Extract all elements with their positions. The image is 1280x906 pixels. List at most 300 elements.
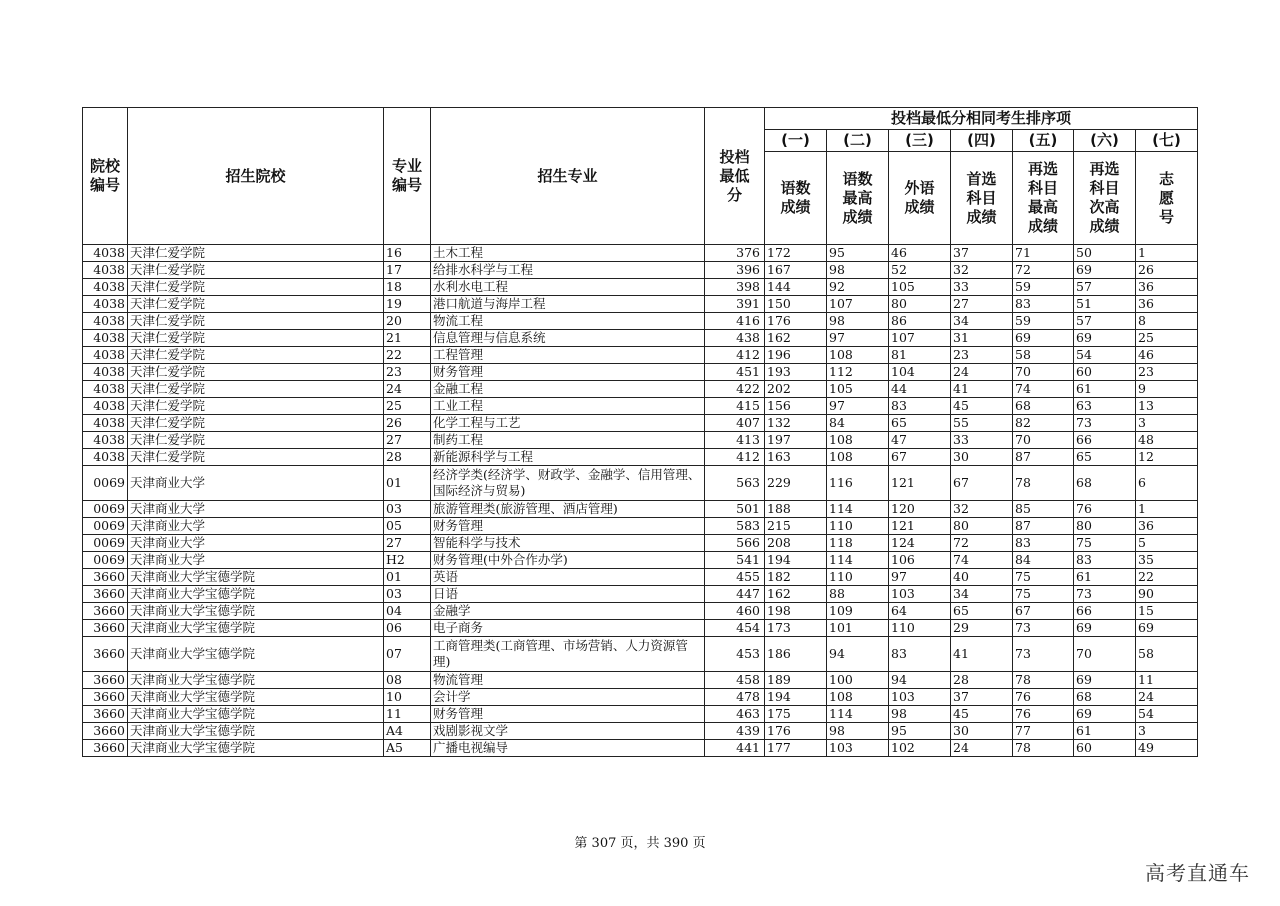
order-3-cell: 64	[889, 603, 951, 620]
school-code-cell: 0069	[83, 535, 128, 552]
min-score-cell: 501	[705, 501, 765, 518]
order-7-cell: 58	[1136, 637, 1198, 672]
order-2-cell: 103	[827, 740, 889, 757]
order-2-cell: 114	[827, 706, 889, 723]
major-code-cell: 16	[384, 245, 431, 262]
school-code-cell: 4038	[83, 330, 128, 347]
school-name-cell: 天津商业大学	[128, 501, 384, 518]
major-code-cell: 10	[384, 689, 431, 706]
order-7-cell: 90	[1136, 586, 1198, 603]
order-4-cell: 74	[951, 552, 1013, 569]
order-5-cell: 83	[1013, 296, 1074, 313]
header-major-name: 招生专业	[431, 108, 705, 245]
order-4-cell: 45	[951, 706, 1013, 723]
header-order-number: (四)	[951, 130, 1013, 152]
school-code-cell: 3660	[83, 740, 128, 757]
order-5-cell: 76	[1013, 706, 1074, 723]
order-4-cell: 32	[951, 262, 1013, 279]
header-order-number: (二)	[827, 130, 889, 152]
order-7-cell: 3	[1136, 415, 1198, 432]
major-code-cell: 11	[384, 706, 431, 723]
header-order-label-text: 志 愿 号	[1158, 169, 1174, 226]
order-4-cell: 30	[951, 723, 1013, 740]
order-2-cell: 112	[827, 364, 889, 381]
order-1-cell: 202	[765, 381, 827, 398]
order-3-cell: 98	[889, 706, 951, 723]
table-row	[83, 706, 1198, 723]
school-name-cell: 天津商业大学	[128, 466, 384, 501]
order-6-cell: 57	[1074, 313, 1136, 330]
order-1-cell: 229	[765, 466, 827, 501]
order-6-cell: 69	[1074, 620, 1136, 637]
order-6-cell: 83	[1074, 552, 1136, 569]
order-1-cell: 162	[765, 586, 827, 603]
order-4-cell: 37	[951, 245, 1013, 262]
order-3-cell: 102	[889, 740, 951, 757]
school-code-cell: 3660	[83, 706, 128, 723]
major-name-cell: 工程管理	[431, 347, 705, 364]
order-7-cell: 36	[1136, 279, 1198, 296]
major-code-cell: 01	[384, 466, 431, 501]
order-2-cell: 110	[827, 518, 889, 535]
order-7-cell: 6	[1136, 466, 1198, 501]
order-5-cell: 59	[1013, 313, 1074, 330]
table-row	[83, 535, 1198, 552]
order-6-cell: 69	[1074, 672, 1136, 689]
order-4-cell: 65	[951, 603, 1013, 620]
min-score-cell: 455	[705, 569, 765, 586]
order-3-cell: 124	[889, 535, 951, 552]
order-6-cell: 63	[1074, 398, 1136, 415]
order-3-cell: 80	[889, 296, 951, 313]
school-code-cell: 0069	[83, 466, 128, 501]
major-name-cell: 港口航道与海岸工程	[431, 296, 705, 313]
order-3-cell: 120	[889, 501, 951, 518]
order-5-cell: 75	[1013, 586, 1074, 603]
order-1-cell: 175	[765, 706, 827, 723]
school-name-cell: 天津商业大学宝德学院	[128, 706, 384, 723]
school-name-cell: 天津仁爱学院	[128, 398, 384, 415]
order-2-cell: 109	[827, 603, 889, 620]
table-row	[83, 518, 1198, 535]
min-score-cell: 412	[705, 449, 765, 466]
school-code-cell: 3660	[83, 620, 128, 637]
order-5-cell: 87	[1013, 518, 1074, 535]
order-7-cell: 35	[1136, 552, 1198, 569]
min-score-cell: 453	[705, 637, 765, 672]
order-3-cell: 97	[889, 569, 951, 586]
major-code-cell: 27	[384, 432, 431, 449]
order-5-cell: 69	[1013, 330, 1074, 347]
header-school-code-text: 院校 编号	[89, 157, 120, 194]
header-order-label-text: 再选 科目 次高 成绩	[1089, 160, 1120, 235]
header-min-score	[705, 108, 765, 245]
order-6-cell: 69	[1074, 330, 1136, 347]
header-order-number: (五)	[1013, 130, 1074, 152]
order-5-cell: 82	[1013, 415, 1074, 432]
order-3-cell: 121	[889, 518, 951, 535]
major-code-cell: 27	[384, 535, 431, 552]
school-code-cell: 4038	[83, 296, 128, 313]
order-7-cell: 46	[1136, 347, 1198, 364]
order-4-cell: 41	[951, 637, 1013, 672]
order-2-cell: 97	[827, 330, 889, 347]
order-2-cell: 101	[827, 620, 889, 637]
major-name-cell: 财务管理(中外合作办学)	[431, 552, 705, 569]
school-name-cell: 天津仁爱学院	[128, 313, 384, 330]
order-6-cell: 68	[1074, 689, 1136, 706]
header-order-label	[765, 152, 827, 245]
table-row	[83, 723, 1198, 740]
min-score-cell: 438	[705, 330, 765, 347]
order-7-cell: 3	[1136, 723, 1198, 740]
min-score-cell: 422	[705, 381, 765, 398]
school-name-cell: 天津商业大学宝德学院	[128, 689, 384, 706]
major-code-cell: 25	[384, 398, 431, 415]
order-5-cell: 72	[1013, 262, 1074, 279]
order-1-cell: 215	[765, 518, 827, 535]
major-name-cell: 金融工程	[431, 381, 705, 398]
header-min-score-text: 投档 最低 分	[719, 147, 750, 204]
school-name-cell: 天津商业大学宝德学院	[128, 740, 384, 757]
table-row	[83, 672, 1198, 689]
order-4-cell: 33	[951, 432, 1013, 449]
order-2-cell: 98	[827, 262, 889, 279]
major-name-cell: 财务管理	[431, 518, 705, 535]
order-5-cell: 58	[1013, 347, 1074, 364]
school-code-cell: 4038	[83, 364, 128, 381]
school-name-cell: 天津商业大学	[128, 535, 384, 552]
order-6-cell: 66	[1074, 603, 1136, 620]
order-5-cell: 59	[1013, 279, 1074, 296]
major-code-cell: 07	[384, 637, 431, 672]
school-name-cell: 天津仁爱学院	[128, 245, 384, 262]
table-row	[83, 347, 1198, 364]
min-score-cell: 451	[705, 364, 765, 381]
school-code-cell: 4038	[83, 262, 128, 279]
order-3-cell: 86	[889, 313, 951, 330]
major-code-cell: 03	[384, 501, 431, 518]
order-5-cell: 77	[1013, 723, 1074, 740]
school-code-cell: 4038	[83, 245, 128, 262]
header-order-label-text: 首选 科目 成绩	[966, 169, 997, 226]
order-1-cell: 198	[765, 603, 827, 620]
order-6-cell: 65	[1074, 449, 1136, 466]
table-row	[83, 432, 1198, 449]
header-order-label-text: 外语 成绩	[904, 179, 935, 216]
order-4-cell: 33	[951, 279, 1013, 296]
major-name-cell: 财务管理	[431, 364, 705, 381]
major-name-cell: 财务管理	[431, 706, 705, 723]
min-score-cell: 391	[705, 296, 765, 313]
table-row	[83, 501, 1198, 518]
order-6-cell: 75	[1074, 535, 1136, 552]
order-1-cell: 132	[765, 415, 827, 432]
watermark: 高考直通车	[1145, 861, 1250, 885]
order-2-cell: 108	[827, 432, 889, 449]
header-order-number: (六)	[1074, 130, 1136, 152]
table-row	[83, 330, 1198, 347]
order-5-cell: 87	[1013, 449, 1074, 466]
school-code-cell: 3660	[83, 586, 128, 603]
order-2-cell: 110	[827, 569, 889, 586]
major-code-cell: 19	[384, 296, 431, 313]
min-score-cell: 447	[705, 586, 765, 603]
school-name-cell: 天津仁爱学院	[128, 347, 384, 364]
major-code-cell: 20	[384, 313, 431, 330]
table-row	[83, 245, 1198, 262]
order-7-cell: 36	[1136, 518, 1198, 535]
major-code-cell: 24	[384, 381, 431, 398]
order-6-cell: 70	[1074, 637, 1136, 672]
order-3-cell: 44	[889, 381, 951, 398]
school-name-cell: 天津商业大学宝德学院	[128, 672, 384, 689]
min-score-cell: 566	[705, 535, 765, 552]
header-major-code-text: 专业 编号	[391, 157, 422, 194]
order-4-cell: 31	[951, 330, 1013, 347]
header-order-label	[1074, 152, 1136, 245]
school-code-cell: 0069	[83, 518, 128, 535]
school-code-cell: 4038	[83, 313, 128, 330]
school-name-cell: 天津仁爱学院	[128, 432, 384, 449]
school-code-cell: 4038	[83, 279, 128, 296]
order-1-cell: 144	[765, 279, 827, 296]
order-5-cell: 75	[1013, 569, 1074, 586]
order-5-cell: 78	[1013, 740, 1074, 757]
order-2-cell: 98	[827, 723, 889, 740]
table-row	[83, 279, 1198, 296]
major-code-cell: A5	[384, 740, 431, 757]
table-row	[83, 415, 1198, 432]
order-2-cell: 108	[827, 449, 889, 466]
major-name-cell: 制药工程	[431, 432, 705, 449]
major-code-cell: 21	[384, 330, 431, 347]
order-6-cell: 69	[1074, 262, 1136, 279]
page-number: 第 307 页，共 390 页	[574, 836, 706, 851]
order-1-cell: 194	[765, 552, 827, 569]
major-name-cell: 日语	[431, 586, 705, 603]
order-5-cell: 85	[1013, 501, 1074, 518]
header-school-code	[83, 108, 128, 245]
major-code-cell: 01	[384, 569, 431, 586]
major-code-cell: H2	[384, 552, 431, 569]
order-7-cell: 24	[1136, 689, 1198, 706]
order-1-cell: 156	[765, 398, 827, 415]
min-score-cell: 398	[705, 279, 765, 296]
order-4-cell: 55	[951, 415, 1013, 432]
order-6-cell: 73	[1074, 415, 1136, 432]
table-row	[83, 603, 1198, 620]
table-row	[83, 364, 1198, 381]
admission-score-table	[82, 107, 1198, 757]
order-3-cell: 83	[889, 398, 951, 415]
order-2-cell: 114	[827, 501, 889, 518]
order-7-cell: 5	[1136, 535, 1198, 552]
table-row	[83, 381, 1198, 398]
order-7-cell: 9	[1136, 381, 1198, 398]
order-3-cell: 83	[889, 637, 951, 672]
order-4-cell: 45	[951, 398, 1013, 415]
school-name-cell: 天津仁爱学院	[128, 381, 384, 398]
min-score-cell: 460	[705, 603, 765, 620]
major-name-cell: 电子商务	[431, 620, 705, 637]
order-6-cell: 57	[1074, 279, 1136, 296]
order-5-cell: 73	[1013, 620, 1074, 637]
school-name-cell: 天津仁爱学院	[128, 364, 384, 381]
header-order-label-text: 语数 成绩	[780, 179, 811, 216]
order-5-cell: 78	[1013, 672, 1074, 689]
order-7-cell: 54	[1136, 706, 1198, 723]
order-1-cell: 182	[765, 569, 827, 586]
header-order-label	[951, 152, 1013, 245]
order-6-cell: 51	[1074, 296, 1136, 313]
school-code-cell: 4038	[83, 449, 128, 466]
major-name-cell: 工业工程	[431, 398, 705, 415]
order-4-cell: 67	[951, 466, 1013, 501]
table-row	[83, 262, 1198, 279]
school-code-cell: 0069	[83, 501, 128, 518]
order-4-cell: 30	[951, 449, 1013, 466]
school-code-cell: 3660	[83, 637, 128, 672]
header-order-label	[827, 152, 889, 245]
school-code-cell: 3660	[83, 569, 128, 586]
header-order-label	[1136, 152, 1198, 245]
order-5-cell: 70	[1013, 364, 1074, 381]
order-5-cell: 74	[1013, 381, 1074, 398]
order-2-cell: 114	[827, 552, 889, 569]
table-row	[83, 740, 1198, 757]
order-3-cell: 81	[889, 347, 951, 364]
order-6-cell: 61	[1074, 723, 1136, 740]
order-4-cell: 37	[951, 689, 1013, 706]
min-score-cell: 583	[705, 518, 765, 535]
order-1-cell: 196	[765, 347, 827, 364]
order-2-cell: 95	[827, 245, 889, 262]
order-1-cell: 176	[765, 313, 827, 330]
school-code-cell: 3660	[83, 689, 128, 706]
major-name-cell: 物流管理	[431, 672, 705, 689]
order-4-cell: 29	[951, 620, 1013, 637]
order-6-cell: 50	[1074, 245, 1136, 262]
header-order-number: (七)	[1136, 130, 1198, 152]
order-1-cell: 189	[765, 672, 827, 689]
major-name-cell: 广播电视编导	[431, 740, 705, 757]
order-3-cell: 46	[889, 245, 951, 262]
order-3-cell: 110	[889, 620, 951, 637]
school-code-cell: 4038	[83, 415, 128, 432]
min-score-cell: 412	[705, 347, 765, 364]
order-4-cell: 27	[951, 296, 1013, 313]
school-name-cell: 天津仁爱学院	[128, 330, 384, 347]
order-7-cell: 12	[1136, 449, 1198, 466]
school-name-cell: 天津商业大学宝德学院	[128, 586, 384, 603]
order-1-cell: 194	[765, 689, 827, 706]
school-name-cell: 天津商业大学宝德学院	[128, 603, 384, 620]
min-score-cell: 454	[705, 620, 765, 637]
order-1-cell: 167	[765, 262, 827, 279]
header-order-label	[1013, 152, 1074, 245]
order-6-cell: 54	[1074, 347, 1136, 364]
min-score-cell: 441	[705, 740, 765, 757]
order-3-cell: 47	[889, 432, 951, 449]
order-1-cell: 186	[765, 637, 827, 672]
order-7-cell: 11	[1136, 672, 1198, 689]
order-7-cell: 15	[1136, 603, 1198, 620]
school-name-cell: 天津仁爱学院	[128, 262, 384, 279]
school-name-cell: 天津商业大学	[128, 552, 384, 569]
order-4-cell: 40	[951, 569, 1013, 586]
order-5-cell: 78	[1013, 466, 1074, 501]
school-name-cell: 天津商业大学宝德学院	[128, 569, 384, 586]
order-4-cell: 28	[951, 672, 1013, 689]
order-2-cell: 94	[827, 637, 889, 672]
order-3-cell: 106	[889, 552, 951, 569]
order-3-cell: 67	[889, 449, 951, 466]
major-code-cell: A4	[384, 723, 431, 740]
major-name-cell: 信息管理与信息系统	[431, 330, 705, 347]
major-code-cell: 26	[384, 415, 431, 432]
order-7-cell: 1	[1136, 501, 1198, 518]
header-school-name: 招生院校	[128, 108, 384, 245]
table-row	[83, 466, 1198, 501]
order-2-cell: 107	[827, 296, 889, 313]
order-6-cell: 66	[1074, 432, 1136, 449]
order-6-cell: 61	[1074, 569, 1136, 586]
order-2-cell: 88	[827, 586, 889, 603]
order-6-cell: 73	[1074, 586, 1136, 603]
table-row	[83, 449, 1198, 466]
order-7-cell: 36	[1136, 296, 1198, 313]
table-row	[83, 569, 1198, 586]
school-name-cell: 天津仁爱学院	[128, 296, 384, 313]
order-7-cell: 49	[1136, 740, 1198, 757]
order-3-cell: 103	[889, 586, 951, 603]
order-3-cell: 94	[889, 672, 951, 689]
order-4-cell: 24	[951, 740, 1013, 757]
min-score-cell: 478	[705, 689, 765, 706]
order-4-cell: 34	[951, 313, 1013, 330]
min-score-cell: 541	[705, 552, 765, 569]
order-5-cell: 83	[1013, 535, 1074, 552]
order-3-cell: 105	[889, 279, 951, 296]
major-code-cell: 17	[384, 262, 431, 279]
school-name-cell: 天津商业大学宝德学院	[128, 723, 384, 740]
order-4-cell: 72	[951, 535, 1013, 552]
min-score-cell: 407	[705, 415, 765, 432]
min-score-cell: 376	[705, 245, 765, 262]
school-name-cell: 天津仁爱学院	[128, 449, 384, 466]
header-order-label	[889, 152, 951, 245]
table-row	[83, 552, 1198, 569]
major-code-cell: 08	[384, 672, 431, 689]
order-5-cell: 68	[1013, 398, 1074, 415]
major-name-cell: 新能源科学与工程	[431, 449, 705, 466]
min-score-cell: 439	[705, 723, 765, 740]
school-code-cell: 4038	[83, 398, 128, 415]
order-2-cell: 97	[827, 398, 889, 415]
school-name-cell: 天津商业大学宝德学院	[128, 620, 384, 637]
major-code-cell: 04	[384, 603, 431, 620]
order-3-cell: 103	[889, 689, 951, 706]
order-4-cell: 23	[951, 347, 1013, 364]
order-7-cell: 1	[1136, 245, 1198, 262]
order-7-cell: 22	[1136, 569, 1198, 586]
order-5-cell: 76	[1013, 689, 1074, 706]
order-6-cell: 69	[1074, 706, 1136, 723]
order-2-cell: 92	[827, 279, 889, 296]
order-1-cell: 208	[765, 535, 827, 552]
order-3-cell: 104	[889, 364, 951, 381]
